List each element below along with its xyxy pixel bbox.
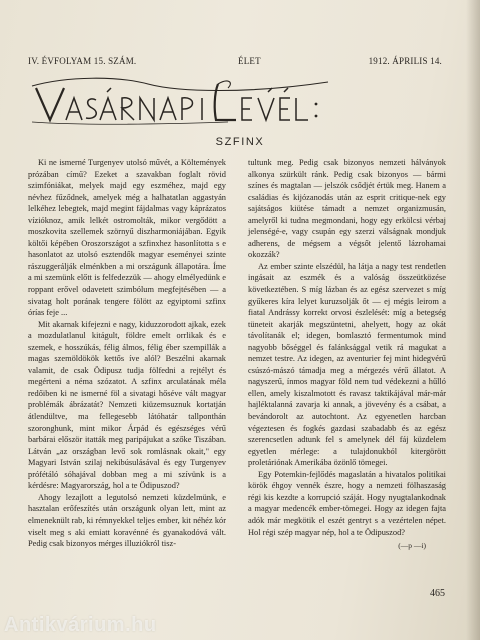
page-edge-shadow bbox=[466, 0, 480, 640]
article-paragraph: Egy Potemkin-fejlődés magaslatán a hivatalos politikai körök éhgoy vennék észre, hogy a nemzeti fölhaszaság régi kis kezdte a korrupció száját. Hogy nyugtalankodnak a magyar medencék ember-tömegei. Hogy az idegen fajta adók már megkötik el eszét gentryt s a vezértelen népet. Hol régi szép magyar nép, hol a te Ödipuszod? bbox=[248, 469, 446, 537]
article-paragraph: Ki ne ismerné Turgenyev utolsó művét, a Költemények prózában című? Ezeket a szavakban foglalt rövid szimfóniákat, melyek majd egy eszméhez, majd egy névhez fűződnek, amelyek még a halhatatlan aggastyán lelkéhez lebegtek, majd megint fájdalmas vagy káprázatos vízióknoz, amik lelkét ostromolták, mikor vergődött a moszkovita szellemek szörnyű diszharmoniájában. Egyik költői képében Oroszországot a szfinxhez hasonlította s e hasonlatot az utolsó esztendők magyar eseményei szinte rászuggerálják elménkben a mi országunk állapotára. Íme a mi szemünk előtt is felfedezzük — ahogy elmélyedünk e roppant erővel odavetett szimbólum megfejtésében — a sivatag holt porának tengere fölött az egyiptomi szfinx órías feje ... bbox=[28, 158, 226, 318]
running-header bbox=[28, 56, 442, 68]
article-column-left bbox=[28, 157, 226, 550]
article-paragraph: Ahogy lezajlott a legutolsó nemzeti küzdelmünk, e hasztalan erőfeszítés után országunk olyan lett, mint az elmeneknült rab, ki rémnyekkel teljes ember, kit néhéz kór viselt meg s aki emiatt koravénné és gyanakodóvá vált. Pedig csak bizonyos mérges illuziókról tisz- bbox=[28, 492, 226, 549]
article-title: SZFINX bbox=[215, 136, 265, 148]
issue-label: IV. ÉVFOLYAM 15. SZÁM. bbox=[28, 56, 137, 66]
article-paragraph: Mit akarnak kifejezni e nagy, kiduzzorodott ajkak, ezek a mozdulatlanul kitágult, földre emelt orrlikak és e szemek, e hosszúkás, félig álmos, félig éber szempillák a magas szemöldökök kettős íve alól? Beszélni akarnak valamit, de csak Ödipusz tudja fölfedni a rejtélyt és megérteni a néma szózatot. A szfinx arculatának méla redőiben ki ne ismerné föl a sivatagi hőséve vált magyar problémák ábrázatát? Nemzeti kiüzemsuznuk kortatján átlendültve, ma fellegesebb látóhatár tallponthán szoronghunk, mint mikor Árpád és egészséges vérű barbárai először itatták meg paripájukat a szőke Tiszában. Látván „az országban levő sok romlásnak okait," egy Magyari István szilaj nekibúsulásával és egy Turgenyev prófétáló sóhajával dobban meg a mi szívünk is a kérdésre: Magyarország, hol a te Ödipuszod? bbox=[28, 319, 226, 491]
article-paragraph: Az ember szinte elszédül, ha látja a nagy test rendetlen ingásait az eszmék és a valóság összeütközése következtében. S míg lázban és az egész szervezet s míg gyűkeres kíra lelyet kuruzsolják őt — ej mégis leirom a fiatal Andrássy korrekt orvosi észlelését: míg a betegség tüneteit akarják megszüntetni, ahelyett, hogy az okát távolítanák el; idegen, bomlasztó fermentumok mind nagyobb bőséggel és falánksággal vetik rá magukat a nemzet testre. Az idegen, az aventurier fej mint hidegvérű csúszó-mászó támadja meg a mérgezés vérű állatot. A nagyszerű, ínmos magyar föld nem tud védekezni a hűlló ellen, amely kiszalmotott és ravasz taktikájával már-már hajléktalanná zavarja ki annak, a jövevény és a csábat, a bevándorolt az autochtont. Az egyenetlen harcban végeztesen és fogkés gazdasi szabadabb és az egész szerencsetlen adtunk fel s amelynek dél fáj küzdelem egyetlen mérlege: a tulajdonukból kitergörött proletáriónak Amerikába özönlő tömegei. bbox=[248, 261, 446, 468]
masthead-logo bbox=[28, 74, 364, 126]
article-paragraph: tultunk meg. Pedig csak bizonyos nemzeti hálványok alkonya szürkült ránk. Pedig csak bizonyos — bármi színes és magtalan — jelszók csődjét értük meg. Hanem a családias és kijózanodás után az esprit critique-nek egy sajátságos kiütése támadt a nemzet organizmusán, amelyről ki tudna megmondani, hogy egy erkölcsi vérbaj jelenségé-e, vagy csupán egy szerzi válságnak mondjuk adherens, de mégsem a végsőt jelentő lázrohamai okozzák? bbox=[248, 158, 446, 260]
article-column-right bbox=[248, 157, 446, 552]
page-number: 465 bbox=[430, 588, 445, 599]
issue-date: 1912. ÁPRILIS 14. bbox=[368, 56, 442, 66]
magazine-name: ÉLET bbox=[238, 56, 261, 66]
author-signature: (—p —i) bbox=[398, 541, 426, 551]
watermark: Antikvárium.hu bbox=[4, 614, 157, 636]
